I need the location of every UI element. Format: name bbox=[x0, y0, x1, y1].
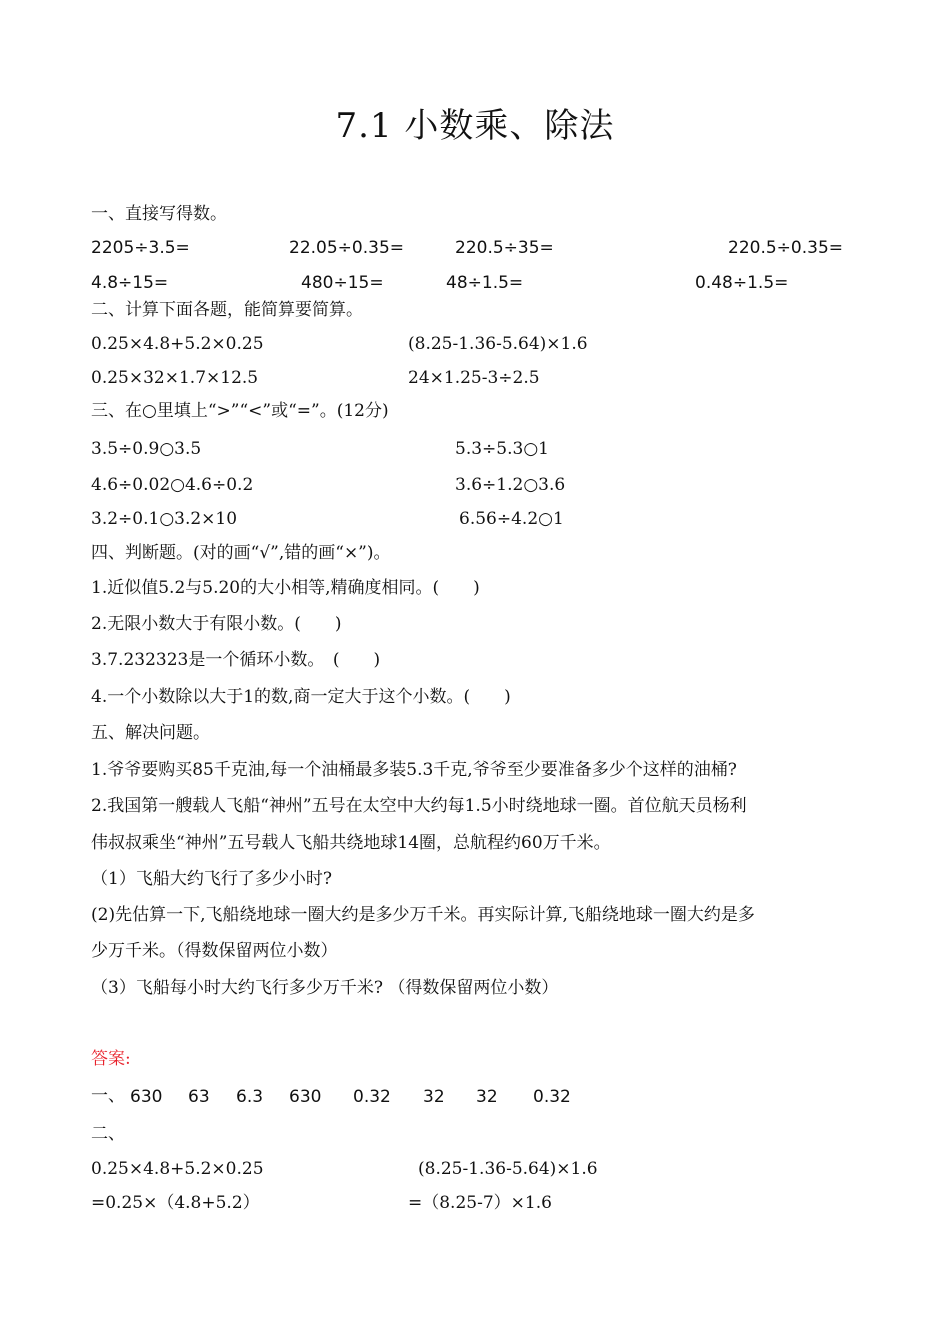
s1-r2-c1: 4.8÷15= bbox=[91, 273, 169, 293]
s2-r1-c1: 0.25×4.8+5.2×0.25 bbox=[91, 334, 264, 354]
s3-r3-c1: 3.2÷0.1○3.2×10 bbox=[91, 509, 238, 529]
a2-r2-c2: =（8.25-7）×1.6 bbox=[408, 1193, 552, 1213]
s5-line-1: 1.爷爷要购买85千克油,每一个油桶最多装5.3千克,爷爷至少要准备多少个这样的油桶? bbox=[91, 760, 737, 780]
answer-1-value: 630 bbox=[289, 1087, 322, 1107]
section-1-heading: 一、直接写得数。 bbox=[91, 204, 227, 224]
s5-line-4: （1）飞船大约飞行了多少小时? bbox=[91, 869, 332, 889]
section-4-heading: 四、判断题。(对的画“√”,错的画“×”)。 bbox=[91, 543, 391, 563]
answers-1-prefix: 一、 bbox=[91, 1086, 125, 1106]
s4-item-2: 2.无限小数大于有限小数。( ) bbox=[91, 614, 342, 634]
section-2-heading: 二、计算下面各题，能简算要简算。 bbox=[91, 300, 363, 320]
answer-1-value: 0.32 bbox=[533, 1087, 571, 1107]
s3-r1-c1: 3.5÷0.9○3.5 bbox=[91, 439, 202, 459]
page-title: 7.1 小数乘、除法 bbox=[335, 106, 615, 146]
s1-r1-c3: 220.5÷35= bbox=[455, 238, 554, 258]
s5-line-3: 伟叔叔乘坐“神州”五号载人飞船共绕地球14圈，总航程约60万千米。 bbox=[91, 833, 611, 853]
s1-r1-c4: 220.5÷0.35= bbox=[728, 238, 844, 258]
s4-item-1: 1.近似值5.2与5.20的大小相等,精确度相同。( ) bbox=[91, 578, 480, 598]
s5-line-7: （3）飞船每小时大约飞行多少万千米? （得数保留两位小数） bbox=[91, 978, 559, 998]
section-5-heading: 五、解决问题。 bbox=[91, 723, 210, 743]
a2-r2-c1: =0.25×（4.8+5.2） bbox=[91, 1193, 260, 1213]
s4-item-4: 4.一个小数除以大于1的数,商一定大于这个小数。( ) bbox=[91, 687, 511, 707]
s1-r1-c1: 2205÷3.5= bbox=[91, 238, 190, 258]
answers-row-1 bbox=[91, 1086, 125, 1106]
s2-r2-c2: 24×1.25-3÷2.5 bbox=[408, 368, 540, 388]
s4-item-3: 3.7.232323是一个循环小数。 ( ) bbox=[91, 650, 381, 670]
answers-2-prefix: 二、 bbox=[91, 1124, 125, 1144]
answer-1-value: 0.32 bbox=[353, 1087, 391, 1107]
s3-r1-c2: 5.3÷5.3○1 bbox=[455, 439, 549, 459]
s5-line-2: 2.我国第一艘载人飞船“神州”五号在太空中大约每1.5小时绕地球一圈。首位航天员杨利 bbox=[91, 796, 747, 816]
s3-r2-c2: 3.6÷1.2○3.6 bbox=[455, 475, 566, 495]
s2-r1-c2: (8.25-1.36-5.64)×1.6 bbox=[408, 334, 588, 354]
answer-1-value: 32 bbox=[476, 1087, 498, 1107]
answer-1-value: 63 bbox=[188, 1087, 210, 1107]
s5-line-5: (2)先估算一下,飞船绕地球一圈大约是多少万千米。再实际计算,飞船绕地球一圈大约是多 bbox=[91, 905, 755, 925]
s3-r2-c1: 4.6÷0.02○4.6÷0.2 bbox=[91, 475, 254, 495]
s5-line-6: 少万千米。（得数保留两位小数） bbox=[91, 941, 338, 961]
answer-1-value: 32 bbox=[423, 1087, 445, 1107]
a2-r1-c2: (8.25-1.36-5.64)×1.6 bbox=[418, 1159, 598, 1179]
section-3-heading: 三、在○里填上“>”“<”或“=”。(12分) bbox=[91, 401, 389, 421]
a2-r1-c1: 0.25×4.8+5.2×0.25 bbox=[91, 1159, 264, 1179]
answer-1-value: 630 bbox=[130, 1087, 163, 1107]
answers-heading: 答案: bbox=[91, 1049, 131, 1069]
answer-1-value: 6.3 bbox=[236, 1087, 264, 1107]
s1-r2-c3: 48÷1.5= bbox=[446, 273, 524, 293]
s3-r3-c2: 6.56÷4.2○1 bbox=[459, 509, 564, 529]
s2-r2-c1: 0.25×32×1.7×12.5 bbox=[91, 368, 259, 388]
s1-r2-c4: 0.48÷1.5= bbox=[695, 273, 789, 293]
s1-r2-c2: 480÷15= bbox=[301, 273, 384, 293]
s1-r1-c2: 22.05÷0.35= bbox=[289, 238, 405, 258]
